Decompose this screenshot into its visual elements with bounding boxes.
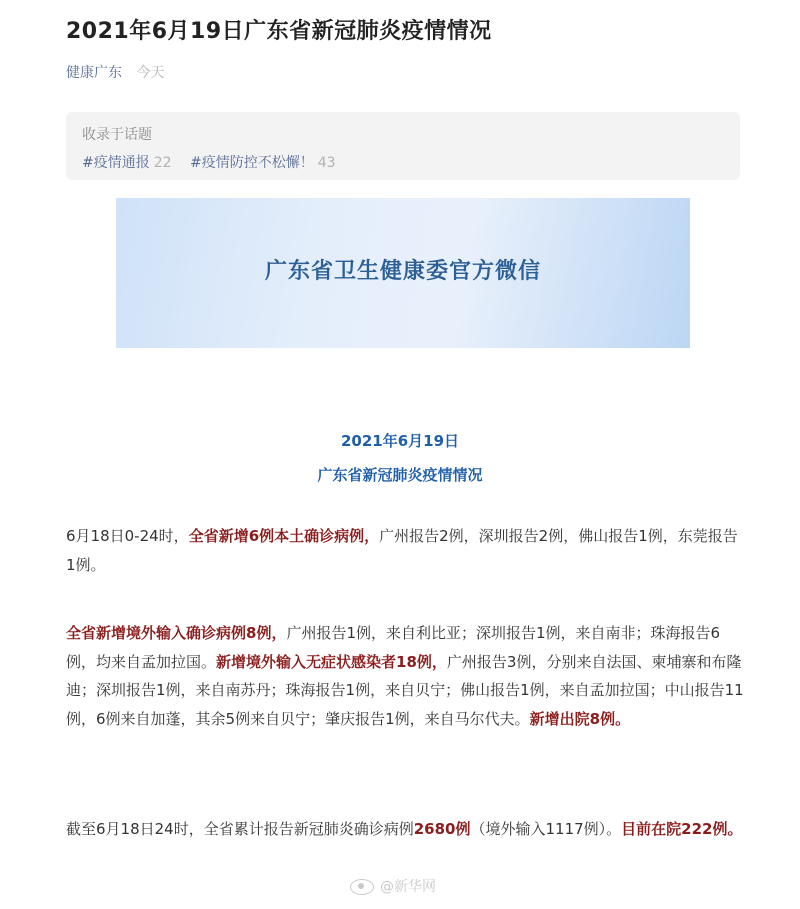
weibo-logo-icon: [350, 879, 374, 895]
banner-text: 广东省卫生健康委官方微信: [264, 259, 541, 284]
topic-tag-name: #疫情防控不松懈！: [190, 155, 314, 171]
article-meta: [66, 62, 164, 82]
highlight-text: 目前在院222例。: [621, 820, 743, 838]
highlight-text: 全省新增6例本土确诊病例，: [188, 527, 380, 545]
article-title: 2021年6月19日广东省新冠肺炎疫情情况: [66, 19, 492, 44]
topic-tag-name: #疫情通报: [82, 155, 150, 171]
paragraph-cumulative: [66, 815, 746, 844]
watermark-text: @新华网: [380, 879, 436, 895]
highlight-text: 新增境外输入无症状感染者18例，: [216, 652, 447, 671]
text-span: 6月18日0-24时，: [66, 527, 189, 545]
topic-tag-outbreak-report[interactable]: [82, 155, 172, 171]
topic-tag-count: 22: [153, 155, 172, 171]
topic-box: [66, 112, 740, 180]
highlight-text: 新增出院8例。: [529, 709, 631, 728]
highlight-text: 2680例: [413, 820, 471, 838]
section-date: 2021年6月19日: [340, 432, 460, 450]
topic-tags: [82, 152, 350, 172]
banner-image: [116, 198, 690, 348]
text-span: （境外输入1117例）。: [470, 820, 622, 838]
text-span: 广州报告1例，来自利比亚；深圳报告1例，来自南非；珠海报告6例，均来自孟加拉国。: [66, 624, 721, 671]
topic-tag-prevention[interactable]: [190, 155, 336, 171]
topic-label: 收录于话题: [82, 127, 152, 143]
text-span: 广州报告2例，深圳报告2例，佛山报告1例，东莞报告1例。: [66, 527, 738, 574]
highlight-text: 全省新增境外输入确诊病例8例，: [66, 624, 287, 642]
watermark: [350, 876, 436, 896]
text-span: 广州报告3例，分别来自法国、柬埔寨和布隆迪；深圳报告1例，来自南苏丹；珠海报告1例，来自贝宁；佛山报告1例，来自孟加拉国；中山报告11例，6例来自加蓬，其余5例来自贝宁；肇庆报告1例，来自马尔代夫。: [66, 652, 744, 728]
paragraph-local-cases: [66, 522, 746, 579]
paragraph-imported-cases: [66, 619, 746, 733]
publish-date: 今天: [136, 65, 165, 81]
section-subtitle: 广东省新冠肺炎疫情情况: [317, 466, 483, 484]
author-link[interactable]: 健康广东: [66, 65, 122, 81]
text-span: 截至6月18日24时，全省累计报告新冠肺炎确诊病例: [66, 820, 414, 838]
topic-tag-count: 43: [317, 155, 336, 171]
